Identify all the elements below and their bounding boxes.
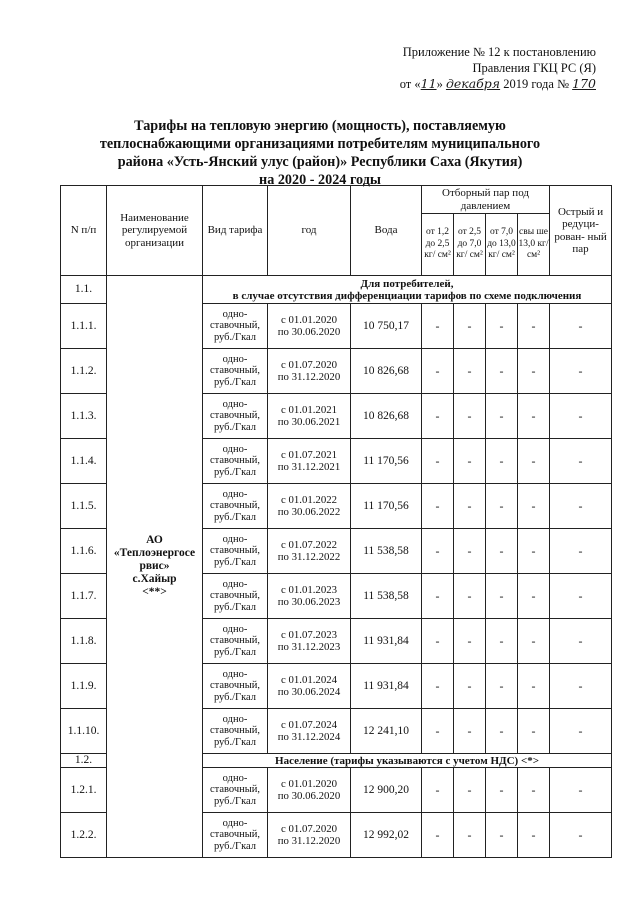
row-number: 1.1.3.: [61, 394, 107, 439]
title-line-1: Тарифы на тепловую энергию (мощность), поставляемую: [134, 118, 506, 134]
steam-2-5-7: -: [454, 304, 486, 349]
tariff-kind-line: руб./Гкал: [213, 511, 257, 523]
row-number: 1.1.2.: [61, 349, 107, 394]
period-from: с 01.07.2022: [280, 539, 338, 551]
period-from: с 01.07.2021: [280, 449, 338, 461]
period-from: с 01.01.2020: [280, 314, 338, 326]
tariff-kind-line: ставочный,: [209, 455, 261, 467]
steam-7-13: -: [486, 709, 518, 754]
period-to: по 31.12.2021: [277, 461, 341, 473]
steam-over-13: -: [518, 439, 550, 484]
tariff-kind-line: ставочный,: [209, 500, 261, 512]
tariff-kind-line: одно-: [222, 308, 248, 320]
tariff-kind: [203, 813, 268, 858]
period-to: по 31.12.2023: [277, 641, 341, 653]
tariff-kind-line: одно-: [222, 578, 248, 590]
tariff-kind: [203, 709, 268, 754]
steam-2-5-7: -: [454, 768, 486, 813]
row-number: 1.2.2.: [61, 813, 107, 858]
period-to: по 31.12.2020: [277, 835, 341, 847]
row-number: 1.1.5.: [61, 484, 107, 529]
appendix-line-2: Правления ГКЦ РС (Я): [472, 61, 596, 75]
organization-line5: <**>: [142, 586, 167, 598]
sharp-steam: -: [550, 529, 612, 574]
steam-2-5-7: -: [454, 709, 486, 754]
tariff-kind-line: ставочный,: [209, 725, 261, 737]
steam-1-2-5: -: [422, 439, 454, 484]
tariff-kind-line: одно-: [222, 817, 248, 829]
sharp-steam: -: [550, 768, 612, 813]
steam-over-13: -: [518, 304, 550, 349]
sharp-steam: -: [550, 813, 612, 858]
title-line-3: района «Усть-Янский улус (район)» Республики Саха (Якутия): [117, 154, 523, 170]
steam-7-13: -: [486, 619, 518, 664]
tariff-kind-line: ставочный,: [209, 680, 261, 692]
row-number: 1.1.8.: [61, 619, 107, 664]
period-to: по 30.06.2022: [277, 506, 341, 518]
organization-line3: рвис»: [139, 560, 170, 572]
header-p1: от 1,2 до 2,5 кг/ см²: [422, 214, 454, 276]
header-n: N п/п: [61, 186, 107, 276]
period: [268, 664, 351, 709]
tariff-kind: [203, 664, 268, 709]
tariff-kind-line: руб./Гкал: [213, 736, 257, 748]
period-to: по 30.06.2021: [277, 416, 341, 428]
steam-1-2-5: -: [422, 304, 454, 349]
tariff-kind-line: ставочный,: [209, 590, 261, 602]
tariff-kind-line: ставочный,: [209, 829, 261, 841]
steam-7-13: -: [486, 664, 518, 709]
header-water: Вода: [351, 186, 422, 276]
period-from: с 01.07.2020: [280, 823, 338, 835]
period: [268, 394, 351, 439]
row-number: 1.1.4.: [61, 439, 107, 484]
period: [268, 619, 351, 664]
steam-1-2-5: -: [422, 768, 454, 813]
section-code: 1.1.: [61, 276, 107, 304]
sharp-steam: -: [550, 484, 612, 529]
period: [268, 709, 351, 754]
tariff-kind-line: ставочный,: [209, 784, 261, 796]
tariff-kind-line: ставочный,: [209, 365, 261, 377]
header-p2: от 2,5 до 7,0 кг/ см²: [454, 214, 486, 276]
sharp-steam: -: [550, 574, 612, 619]
period-from: с 01.01.2024: [280, 674, 338, 686]
sharp-steam: -: [550, 664, 612, 709]
steam-2-5-7: -: [454, 813, 486, 858]
steam-2-5-7: -: [454, 529, 486, 574]
period-from: с 01.07.2024: [280, 719, 338, 731]
section-title-line-1: Для потребителей,: [360, 277, 454, 290]
period: [268, 484, 351, 529]
steam-1-2-5: -: [422, 664, 454, 709]
water-tariff: 11 538,58: [351, 574, 422, 619]
tariff-kind-line: руб./Гкал: [213, 466, 257, 478]
period-to: по 31.12.2024: [277, 731, 341, 743]
steam-2-5-7: -: [454, 619, 486, 664]
header-p3: от 7,0 до 13,0 кг/ см²: [486, 214, 518, 276]
date-prefix: от «: [399, 77, 421, 91]
tariff-kind: [203, 349, 268, 394]
period-from: с 01.01.2023: [280, 584, 338, 596]
period: [268, 529, 351, 574]
tariff-table: [60, 185, 612, 858]
tariff-kind-line: руб./Гкал: [213, 556, 257, 568]
organization-line2: «Теплоэнергосе: [113, 547, 196, 559]
period-from: с 01.07.2023: [280, 629, 338, 641]
tariff-kind-line: руб./Гкал: [213, 331, 257, 343]
steam-2-5-7: -: [454, 484, 486, 529]
tariff-kind-line: ставочный,: [209, 410, 261, 422]
water-tariff: 11 931,84: [351, 619, 422, 664]
date-year: 2019 года №: [500, 77, 573, 91]
period-to: по 30.06.2023: [277, 596, 341, 608]
tariff-kind: [203, 619, 268, 664]
steam-1-2-5: -: [422, 484, 454, 529]
period: [268, 349, 351, 394]
tariff-kind-line: руб./Гкал: [213, 646, 257, 658]
organization-line4: с.Хайыр: [132, 573, 177, 585]
section-title-line-1: Население (тарифы указываются с учетом НДС) <*>: [275, 754, 539, 767]
steam-2-5-7: -: [454, 349, 486, 394]
handwritten-number: 170: [572, 76, 596, 91]
period-to: по 30.06.2020: [277, 790, 341, 802]
steam-1-2-5: -: [422, 619, 454, 664]
section-title-line-2: в случае отсутствия дифференциации тарифов по схеме подключения: [232, 289, 582, 302]
period-to: по 31.12.2022: [277, 551, 341, 563]
steam-7-13: -: [486, 484, 518, 529]
steam-over-13: -: [518, 574, 550, 619]
period: [268, 574, 351, 619]
sharp-steam: -: [550, 439, 612, 484]
steam-over-13: -: [518, 813, 550, 858]
water-tariff: 11 538,58: [351, 529, 422, 574]
sharp-steam: -: [550, 394, 612, 439]
row-number: 1.1.7.: [61, 574, 107, 619]
steam-2-5-7: -: [454, 574, 486, 619]
steam-1-2-5: -: [422, 394, 454, 439]
tariff-kind: [203, 304, 268, 349]
section-row: [61, 276, 612, 304]
tariff-kind: [203, 484, 268, 529]
date-mid: »: [436, 77, 446, 91]
tariff-kind-line: одно-: [222, 668, 248, 680]
sharp-steam: -: [550, 619, 612, 664]
steam-over-13: -: [518, 349, 550, 394]
tariff-kind-line: руб./Гкал: [213, 421, 257, 433]
water-tariff: 11 170,56: [351, 439, 422, 484]
document-title: [0, 117, 640, 189]
row-number: 1.1.9.: [61, 664, 107, 709]
steam-over-13: -: [518, 709, 550, 754]
steam-over-13: -: [518, 394, 550, 439]
steam-7-13: -: [486, 813, 518, 858]
period: [268, 439, 351, 484]
steam-1-2-5: -: [422, 709, 454, 754]
tariff-kind-line: руб./Гкал: [213, 601, 257, 613]
sharp-steam: -: [550, 304, 612, 349]
period-from: с 01.01.2021: [280, 404, 338, 416]
tariff-kind: [203, 394, 268, 439]
steam-2-5-7: -: [454, 664, 486, 709]
header-sharp: Острый и редуци- рован- ный пар: [550, 186, 612, 276]
steam-over-13: -: [518, 484, 550, 529]
period-from: с 01.01.2022: [280, 494, 338, 506]
tariff-kind: [203, 768, 268, 813]
tariff-kind-line: одно-: [222, 488, 248, 500]
period-from: с 01.07.2020: [280, 359, 338, 371]
header-year: год: [268, 186, 351, 276]
steam-over-13: -: [518, 664, 550, 709]
tariff-kind-line: одно-: [222, 713, 248, 725]
tariff-kind-line: одно-: [222, 623, 248, 635]
handwritten-month: декабря: [445, 76, 501, 91]
row-number: 1.1.1.: [61, 304, 107, 349]
period-to: по 30.06.2024: [277, 686, 341, 698]
row-number: 1.2.1.: [61, 768, 107, 813]
water-tariff: 11 931,84: [351, 664, 422, 709]
period: [268, 304, 351, 349]
period: [268, 813, 351, 858]
section-title: [203, 276, 612, 304]
sharp-steam: -: [550, 349, 612, 394]
row-number: 1.1.10.: [61, 709, 107, 754]
tariff-kind-line: руб./Гкал: [213, 840, 257, 852]
period-from: с 01.01.2020: [280, 778, 338, 790]
tariff-kind: [203, 574, 268, 619]
row-number: 1.1.6.: [61, 529, 107, 574]
tariff-kind-line: одно-: [222, 533, 248, 545]
tariff-kind-line: одно-: [222, 772, 248, 784]
steam-7-13: -: [486, 394, 518, 439]
sharp-steam: -: [550, 709, 612, 754]
section-code: 1.2.: [61, 754, 107, 768]
steam-over-13: -: [518, 768, 550, 813]
steam-2-5-7: -: [454, 394, 486, 439]
steam-1-2-5: -: [422, 529, 454, 574]
steam-7-13: -: [486, 439, 518, 484]
steam-1-2-5: -: [422, 813, 454, 858]
header-kind: Вид тарифа: [203, 186, 268, 276]
tariff-kind: [203, 529, 268, 574]
tariff-kind: [203, 439, 268, 484]
steam-over-13: -: [518, 529, 550, 574]
period-to: по 31.12.2020: [277, 371, 341, 383]
water-tariff: 12 241,10: [351, 709, 422, 754]
tariff-kind-line: одно-: [222, 443, 248, 455]
header-steam: Отборный пар под давлением: [422, 186, 550, 214]
steam-1-2-5: -: [422, 349, 454, 394]
steam-7-13: -: [486, 529, 518, 574]
steam-7-13: -: [486, 304, 518, 349]
organization-line1: АО: [146, 534, 163, 546]
water-tariff: 10 826,68: [351, 394, 422, 439]
tariff-kind-line: ставочный,: [209, 635, 261, 647]
period-to: по 30.06.2020: [277, 326, 341, 338]
water-tariff: 12 900,20: [351, 768, 422, 813]
appendix-header: [400, 44, 596, 92]
water-tariff: 12 992,02: [351, 813, 422, 858]
period: [268, 768, 351, 813]
title-line-4: на 2020 - 2024 годы: [259, 172, 381, 188]
appendix-date-line: [400, 76, 596, 92]
header-p4: свы ше 13,0 кг/ см²: [518, 214, 550, 276]
handwritten-day: 11: [420, 76, 437, 91]
header-org: Наименование регулируемой организации: [107, 186, 203, 276]
steam-2-5-7: -: [454, 439, 486, 484]
tariff-kind-line: руб./Гкал: [213, 691, 257, 703]
tariff-kind-line: ставочный,: [209, 320, 261, 332]
tariff-kind-line: ставочный,: [209, 545, 261, 557]
steam-over-13: -: [518, 619, 550, 664]
tariff-kind-line: руб./Гкал: [213, 376, 257, 388]
appendix-line-1: Приложение № 12 к постановлению: [402, 45, 596, 59]
title-line-2: теплоснабжающими организациями потребителям муниципального: [99, 136, 541, 152]
organization-cell: [107, 276, 203, 858]
steam-7-13: -: [486, 768, 518, 813]
tariff-kind-line: одно-: [222, 398, 248, 410]
tariff-kind-line: руб./Гкал: [213, 795, 257, 807]
section-title: [203, 754, 612, 768]
steam-1-2-5: -: [422, 574, 454, 619]
water-tariff: 11 170,56: [351, 484, 422, 529]
steam-7-13: -: [486, 574, 518, 619]
water-tariff: 10 750,17: [351, 304, 422, 349]
tariff-kind-line: одно-: [222, 353, 248, 365]
water-tariff: 10 826,68: [351, 349, 422, 394]
steam-7-13: -: [486, 349, 518, 394]
